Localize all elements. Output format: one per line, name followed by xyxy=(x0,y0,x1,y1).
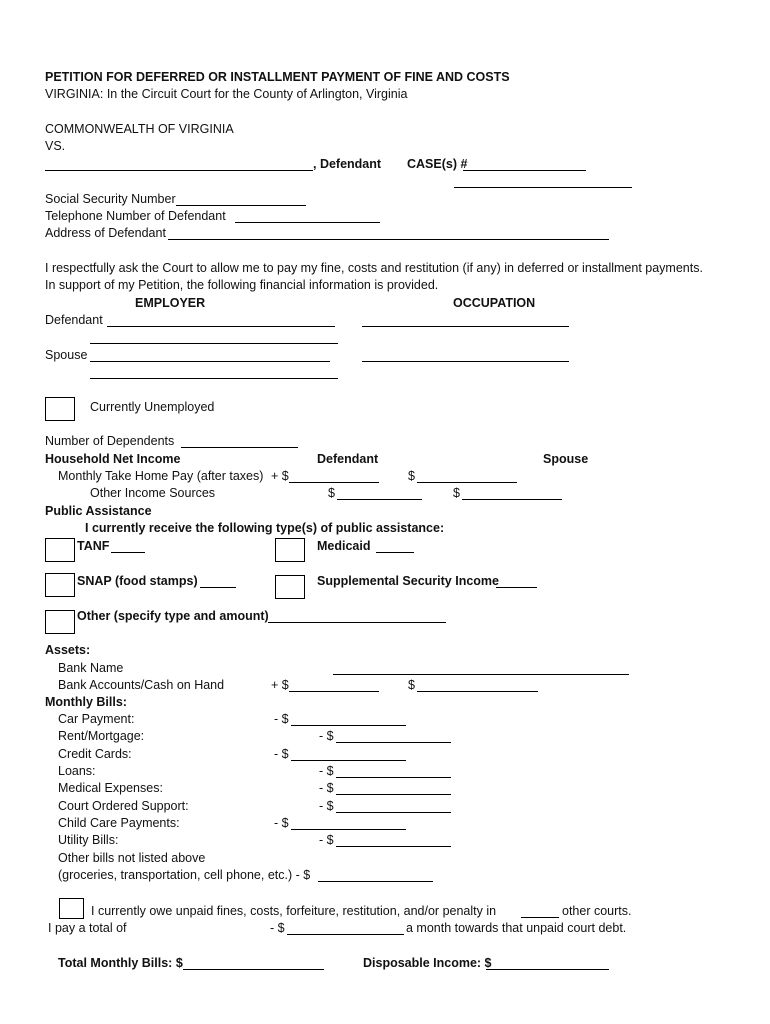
tanf-label: TANF xyxy=(77,539,110,553)
spouse-dollar-sign: $ xyxy=(408,469,415,483)
address-label: Address of Defendant xyxy=(45,226,166,240)
credit-cards-field[interactable] xyxy=(291,760,406,761)
public-assistance-header: Public Assistance xyxy=(45,504,152,518)
other-courts-label: other courts. xyxy=(562,904,632,918)
request-line-1: I respectfully ask the Court to allow me to pay my fine, costs and restitution (if any) in deferred or installment payments. xyxy=(45,261,703,275)
car-payment-field[interactable] xyxy=(291,725,406,726)
defendant-bank-field[interactable] xyxy=(289,691,379,692)
rent-label: Rent/Mortgage: xyxy=(58,729,145,743)
car-payment-label: Car Payment: xyxy=(58,712,135,726)
defendant-other-income-field[interactable] xyxy=(337,499,422,500)
tanf-field[interactable] xyxy=(111,552,145,553)
medicaid-field[interactable] xyxy=(376,552,414,553)
rent-field[interactable] xyxy=(336,742,451,743)
defendant-employer-field-2[interactable] xyxy=(90,343,338,344)
snap-checkbox[interactable] xyxy=(45,573,75,597)
spouse-occupation-field[interactable] xyxy=(362,361,569,362)
phone-field[interactable] xyxy=(235,222,380,223)
other-bills-examples: (groceries, transportation, cell phone, etc.) - $ xyxy=(58,868,311,882)
other-courts-count-field[interactable] xyxy=(521,917,559,918)
spouse-other-income-field[interactable] xyxy=(462,499,562,500)
unpaid-fines-checkbox[interactable] xyxy=(59,898,84,919)
pay-total-label: I pay a total of xyxy=(48,921,127,935)
address-field[interactable] xyxy=(168,239,609,240)
loans-field[interactable] xyxy=(336,777,451,778)
occupation-header: OCCUPATION xyxy=(453,296,536,310)
spouse-bank-dollar: $ xyxy=(408,678,415,692)
utility-prefix: - $ xyxy=(319,833,334,847)
pay-total-field[interactable] xyxy=(287,934,404,935)
ssi-field[interactable] xyxy=(496,587,537,588)
court-support-field[interactable] xyxy=(336,812,451,813)
unemployed-checkbox[interactable] xyxy=(45,397,75,421)
household-income-header: Household Net Income xyxy=(45,452,181,466)
dependents-label: Number of Dependents xyxy=(45,434,175,448)
utility-label: Utility Bills: xyxy=(58,833,119,847)
spouse-other-dollar: $ xyxy=(453,486,460,500)
child-care-field[interactable] xyxy=(291,829,406,830)
court-support-prefix: - $ xyxy=(319,799,334,813)
bank-name-label: Bank Name xyxy=(58,661,124,675)
ssn-label: Social Security Number xyxy=(45,192,176,206)
defendant-other-dollar: $ xyxy=(328,486,335,500)
case-number-field[interactable] xyxy=(463,170,586,171)
spouse-take-home-field[interactable] xyxy=(417,482,517,483)
defendant-column-header: Defendant xyxy=(317,452,379,466)
defendant-label: , Defendant xyxy=(313,157,382,171)
medicaid-checkbox[interactable] xyxy=(275,538,305,562)
other-income-label: Other Income Sources xyxy=(90,486,216,500)
ssi-checkbox[interactable] xyxy=(275,575,305,599)
medical-field[interactable] xyxy=(336,794,451,795)
child-care-prefix: - $ xyxy=(274,816,289,830)
snap-field[interactable] xyxy=(200,587,236,588)
defendant-occupation-field[interactable] xyxy=(362,326,569,327)
other-assistance-checkbox[interactable] xyxy=(45,610,75,634)
child-care-label: Child Care Payments: xyxy=(58,816,180,830)
other-assistance-field[interactable] xyxy=(268,622,446,623)
credit-cards-prefix: - $ xyxy=(274,747,289,761)
utility-field[interactable] xyxy=(336,846,451,847)
car-payment-prefix: - $ xyxy=(274,712,289,726)
total-bills-label: Total Monthly Bills: $ xyxy=(58,956,183,970)
spouse-bank-field[interactable] xyxy=(417,691,538,692)
defendant-take-home-field[interactable] xyxy=(289,482,379,483)
phone-label: Telephone Number of Defendant xyxy=(45,209,226,223)
bank-accounts-prefix: + $ xyxy=(271,678,289,692)
commonwealth-label: COMMONWEALTH OF VIRGINIA xyxy=(45,122,234,136)
credit-cards-label: Credit Cards: xyxy=(58,747,132,761)
vs-label: VS. xyxy=(45,139,66,153)
take-home-prefix: + $ xyxy=(271,469,289,483)
pay-total-prefix: - $ xyxy=(270,921,285,935)
rent-prefix: - $ xyxy=(319,729,334,743)
unemployed-label: Currently Unemployed xyxy=(90,400,215,414)
disposable-income-label: Disposable Income: $ xyxy=(363,956,492,970)
spouse-employer-field[interactable] xyxy=(90,361,330,362)
other-assistance-label: Other (specify type and amount) xyxy=(77,609,269,623)
form-title: PETITION FOR DEFERRED OR INSTALLMENT PAYMENT OF FINE AND COSTS xyxy=(45,70,510,84)
case-number-field-2[interactable] xyxy=(454,187,632,188)
ssn-field[interactable] xyxy=(176,205,306,206)
monthly-bills-header: Monthly Bills: xyxy=(45,695,127,709)
spouse-employer-label: Spouse xyxy=(45,348,88,362)
bank-accounts-label: Bank Accounts/Cash on Hand xyxy=(58,678,225,692)
loans-label: Loans: xyxy=(58,764,96,778)
medical-label: Medical Expenses: xyxy=(58,781,163,795)
snap-label: SNAP (food stamps) xyxy=(77,574,198,588)
public-assistance-intro: I currently receive the following type(s) of public assistance: xyxy=(85,521,445,535)
disposable-income-field[interactable] xyxy=(486,969,609,970)
defendant-employer-label: Defendant xyxy=(45,313,103,327)
request-line-2: In support of my Petition, the following financial information is provided. xyxy=(45,278,439,292)
tanf-checkbox[interactable] xyxy=(45,538,75,562)
loans-prefix: - $ xyxy=(319,764,334,778)
total-bills-field[interactable] xyxy=(183,969,324,970)
employer-header: EMPLOYER xyxy=(135,296,206,310)
assets-header: Assets: xyxy=(45,643,91,657)
other-bills-label: Other bills not listed above xyxy=(58,851,206,865)
bank-name-field[interactable] xyxy=(333,674,629,675)
case-label: CASE(s) # xyxy=(407,157,468,171)
court-support-label: Court Ordered Support: xyxy=(58,799,189,813)
other-bills-field[interactable] xyxy=(318,881,433,882)
medicaid-label: Medicaid xyxy=(317,539,371,553)
unpaid-fines-text: I currently owe unpaid fines, costs, forfeiture, restitution, and/or penalty in xyxy=(91,904,497,918)
defendant-employer-field[interactable] xyxy=(107,326,335,327)
spouse-employer-field-2[interactable] xyxy=(90,378,338,379)
pay-total-suffix: a month towards that unpaid court debt. xyxy=(406,921,627,935)
ssi-label: Supplemental Security Income xyxy=(317,574,499,588)
court-line: VIRGINIA: In the Circuit Court for the County of Arlington, Virginia xyxy=(45,87,408,101)
dependents-field[interactable] xyxy=(181,447,298,448)
medical-prefix: - $ xyxy=(319,781,334,795)
spouse-column-header: Spouse xyxy=(543,452,589,466)
defendant-name-field[interactable] xyxy=(45,170,313,171)
take-home-label: Monthly Take Home Pay (after taxes) xyxy=(58,469,264,483)
